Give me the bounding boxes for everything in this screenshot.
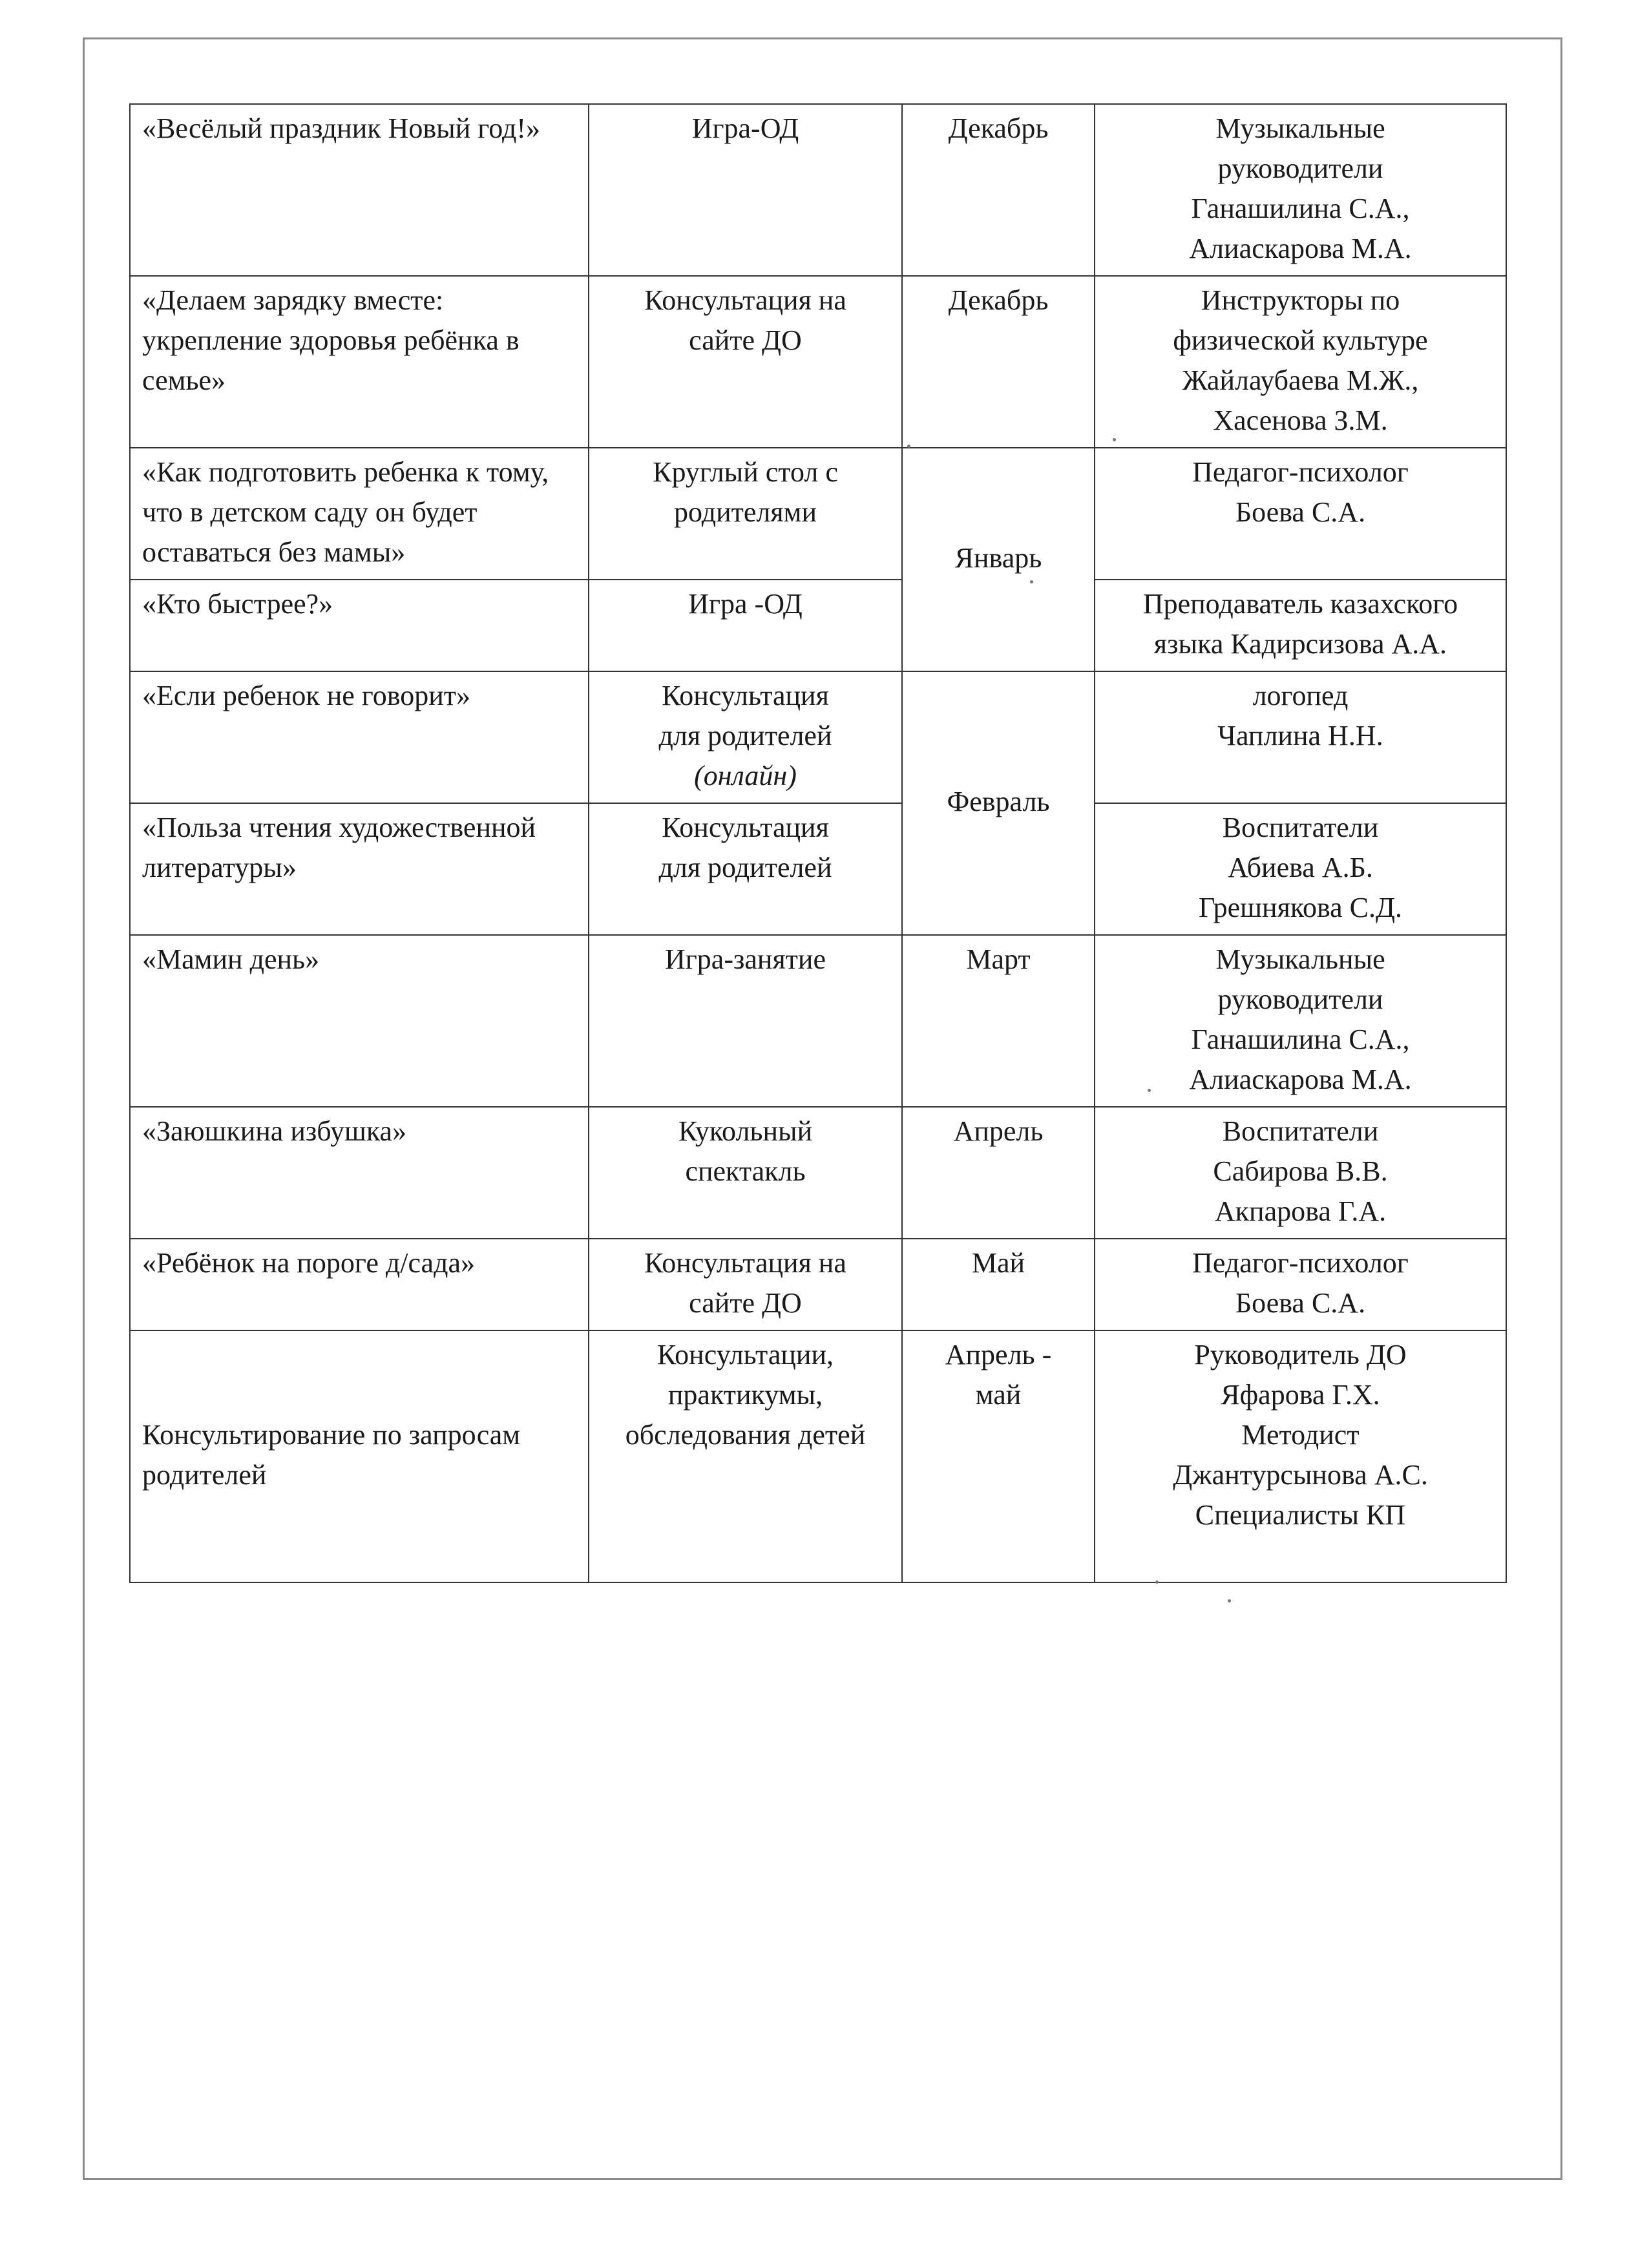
topic-cell: «Весёлый праздник Новый год!»: [130, 104, 589, 276]
form-cell: Консультация для родителей (онлайн): [589, 671, 902, 803]
table-row: [130, 104, 1506, 276]
form-cell: Игра -ОД: [589, 580, 902, 671]
form-cell: Консультации, практикумы, обследования детей: [589, 1330, 902, 1582]
scan-speck: [907, 445, 910, 448]
responsible-cell: Инструкторы по физической культуре Жайлаубаева М.Ж., Хасенова З.М.: [1095, 276, 1506, 448]
responsible-cell: Преподаватель казахского языка Кадирсизова А.А.: [1095, 580, 1506, 671]
topic-cell: «Кто быстрее?»: [130, 580, 589, 671]
responsible-cell: Руководитель ДО Яфарова Г.Х. Методист Джантурсынова А.С. Специалисты КП: [1095, 1330, 1506, 1582]
scan-speck: [1113, 438, 1116, 441]
topic-cell: «Мамин день»: [130, 935, 589, 1107]
topic-cell: Консультирование по запросам родителей: [130, 1330, 589, 1582]
form-cell: Кукольный спектакль: [589, 1107, 902, 1239]
form-cell: Консультация для родителей: [589, 803, 902, 935]
table-row: [130, 935, 1506, 1107]
topic-cell: «Ребёнок на пороге д/сада»: [130, 1239, 589, 1330]
table-row: [130, 1330, 1506, 1582]
date-cell: Апрель: [902, 1107, 1095, 1239]
table-row: [130, 580, 1506, 671]
responsible-cell: Музыкальные руководители Ганашилина С.А., Алиаскарова М.А.: [1095, 104, 1506, 276]
date-cell: Апрель - май: [902, 1330, 1095, 1582]
responsible-cell: Педагог-психолог Боева С.А.: [1095, 1239, 1506, 1330]
table-row: [130, 1239, 1506, 1330]
form-cell: Консультация на сайте ДО: [589, 276, 902, 448]
date-cell: Декабрь: [902, 276, 1095, 448]
form-cell: Игра-ОД: [589, 104, 902, 276]
responsible-cell: логопед Чаплина Н.Н.: [1095, 671, 1506, 803]
topic-cell: «Как подготовить ребенка к тому, что в детском саду он будет оставаться без мамы»: [130, 448, 589, 580]
responsible-cell: Воспитатели Сабирова В.В. Акпарова Г.А.: [1095, 1107, 1506, 1239]
table-row: [130, 803, 1506, 935]
topic-cell: «Если ребенок не говорит»: [130, 671, 589, 803]
responsible-cell: Педагог-психолог Боева С.А.: [1095, 448, 1506, 580]
table-row: [130, 671, 1506, 803]
scan-speck: [1155, 1580, 1159, 1584]
date-cell: Март: [902, 935, 1095, 1107]
form-cell: Круглый стол с родителями: [589, 448, 902, 580]
table-row: [130, 448, 1506, 580]
responsible-cell: Музыкальные руководители Ганашилина С.А., Алиаскарова М.А.: [1095, 935, 1506, 1107]
form-cell: Игра-занятие: [589, 935, 902, 1107]
scan-speck: [1148, 1089, 1151, 1092]
scan-speck: [1228, 1599, 1231, 1602]
date-cell: Декабрь: [902, 104, 1095, 276]
date-cell: Май: [902, 1239, 1095, 1330]
responsible-cell: Воспитатели Абиева А.Б. Грешнякова С.Д.: [1095, 803, 1506, 935]
date-cell: Февраль: [902, 671, 1095, 935]
events-table: [129, 103, 1507, 1583]
topic-cell: «Заюшкина избушка»: [130, 1107, 589, 1239]
scan-speck: [1030, 580, 1033, 583]
form-cell: Консультация на сайте ДО: [589, 1239, 902, 1330]
table-row: [130, 1107, 1506, 1239]
date-cell: Январь: [902, 448, 1095, 671]
topic-cell: «Делаем зарядку вместе: укрепление здоровья ребёнка в семье»: [130, 276, 589, 448]
topic-cell: «Польза чтения художественной литературы»: [130, 803, 589, 935]
table-row: [130, 276, 1506, 448]
